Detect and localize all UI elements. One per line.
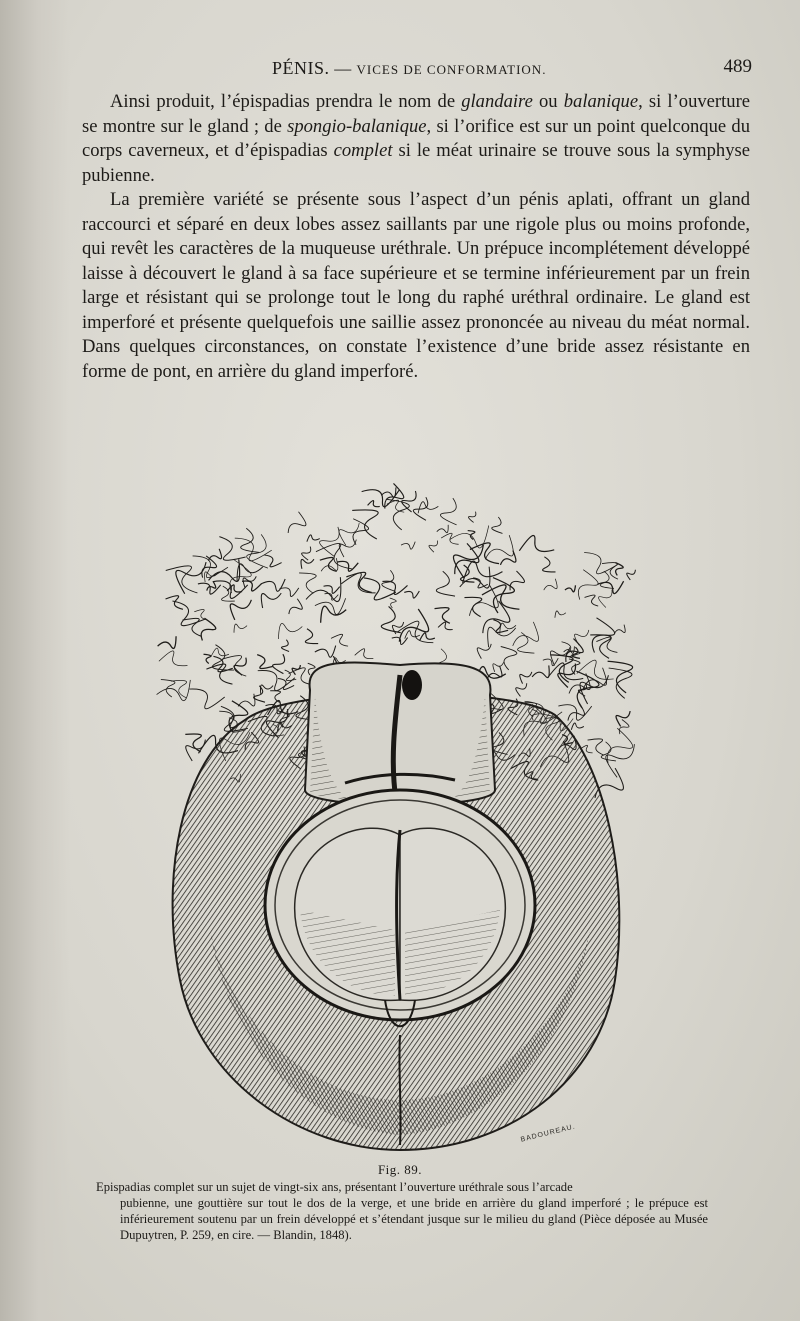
hair-curl	[575, 630, 589, 645]
hair-curl	[438, 622, 453, 630]
hair-curl	[305, 629, 318, 644]
urethral-opening	[402, 670, 422, 700]
hair-curl	[235, 538, 272, 561]
hair-curl	[565, 585, 576, 592]
hair-curl	[209, 559, 240, 581]
anatomical-engraving	[150, 460, 650, 1160]
hair-curl	[464, 597, 481, 616]
hair-curl	[420, 633, 435, 640]
hair-curl	[234, 624, 247, 633]
hair-curl	[234, 658, 246, 676]
hair-curl	[362, 490, 399, 507]
hair-curl	[307, 535, 320, 542]
paragraph	[82, 188, 750, 384]
hair-curl	[222, 586, 235, 601]
hair-curl	[172, 601, 205, 626]
hair-curl	[280, 588, 299, 597]
hair-curl	[299, 573, 316, 593]
hair-curl	[532, 665, 549, 677]
hair-curl	[201, 618, 216, 640]
italic-term: balanique	[563, 91, 639, 112]
hair-curl	[429, 541, 438, 553]
hair-curl	[288, 512, 306, 533]
hair-curl	[435, 608, 450, 624]
hair-curl	[254, 686, 265, 702]
hair-curl	[518, 632, 535, 653]
hair-curl	[301, 559, 314, 569]
hair-curl	[440, 498, 456, 525]
hair-curl	[488, 627, 516, 647]
hair-curl	[368, 501, 380, 507]
italic-term: glandaire	[461, 91, 533, 112]
caption-line-1: Epispadias complet sur un sujet de vingt-six ans, présentant l’ouverture uréthrale sous l’arcade	[96, 1180, 573, 1194]
hair-curl	[339, 540, 356, 557]
hair-curl	[519, 536, 554, 552]
hair-curl	[166, 596, 183, 610]
hair-curl	[238, 694, 255, 707]
hair-curl	[230, 560, 251, 593]
hair-curl	[401, 542, 415, 550]
engraver-signature: BADOUREAU.	[519, 1123, 577, 1144]
running-head	[272, 58, 572, 82]
hair-curl	[615, 625, 626, 634]
text-run: , si l’orifice est sur un point quelconque du corps caverneux, et d’épispadias	[82, 115, 750, 161]
running-head-subtitle: VICES DE CONFORMATION.	[356, 62, 547, 77]
hair-curl	[204, 654, 211, 663]
hair-curl	[390, 598, 397, 608]
hair-curl	[346, 572, 371, 592]
hair-curl	[158, 636, 176, 648]
hair-curl	[468, 512, 475, 523]
hair-curl	[321, 558, 338, 571]
hair-curl	[211, 648, 229, 657]
hair-curl	[520, 672, 532, 684]
text-run: Ainsi produit, l’épispadias prendra le nom de	[110, 91, 462, 112]
hair-curl	[273, 654, 285, 673]
hair-curl	[206, 664, 232, 684]
hair-curl	[264, 555, 281, 567]
figure-label: Fig. 89.	[377, 1162, 423, 1177]
hair-curl	[278, 623, 302, 639]
raphe	[399, 1035, 400, 1145]
hair-curl	[513, 622, 539, 646]
italic-term: spongio-balanique	[287, 115, 427, 137]
hair-curl	[186, 740, 206, 761]
hair-curl	[477, 644, 491, 659]
hair-curl	[544, 579, 557, 590]
hair-curl	[381, 606, 400, 632]
hair-curl	[230, 600, 251, 620]
hair-curl	[331, 634, 348, 646]
hair-curl	[189, 689, 224, 709]
caption-continuation: pubienne, une gouttière sur tout le dos de la verge, et une bride en arrière du gland imperforé ; le prépuce est inférieurement soutenu par un frein développé et s’étendant jusque sur le milieu du gland (Pièce déposée au Musée Dupuytren, P. 259, en cire. — Blandin, 1848).	[120, 1196, 708, 1242]
hair-curl	[555, 611, 566, 618]
page-number: 489	[723, 56, 752, 77]
hair-curl	[285, 670, 297, 681]
hair-curl	[619, 720, 629, 735]
hair-curl	[543, 557, 556, 572]
hair-curl	[198, 583, 221, 594]
hair-curl	[241, 528, 260, 552]
hair-curl	[501, 646, 517, 669]
hair-curl	[289, 599, 302, 614]
hair-curl	[436, 571, 455, 596]
hair-curl	[227, 585, 242, 592]
hair-curl	[627, 570, 636, 580]
hair-curl	[261, 593, 281, 608]
hair-curl	[584, 552, 618, 573]
hair-curl	[441, 533, 458, 544]
hair-curl	[402, 491, 416, 512]
hair-curl	[207, 581, 216, 590]
text-run: , si l’ouverture se montre sur le gland ; de	[82, 91, 751, 137]
hair-curl	[571, 723, 584, 730]
running-head-title: PÉNIS.	[272, 58, 330, 78]
hair-curl	[302, 547, 311, 561]
hair-curl	[341, 573, 375, 593]
hair-curl	[281, 640, 289, 652]
hair-curl	[470, 543, 499, 564]
text-run: ou	[532, 91, 564, 112]
hair-curl	[437, 525, 448, 533]
running-head-separator: —	[334, 59, 352, 78]
hair-curl	[405, 631, 420, 639]
hair-curl	[598, 581, 624, 593]
hair-curl	[599, 590, 613, 608]
hair-curl	[339, 523, 359, 545]
hair-curl	[516, 683, 527, 696]
hair-curl	[261, 579, 285, 591]
text-run: si le méat urinaire se trouve sous la symphyse pubienne.	[82, 140, 750, 186]
hair-curl	[315, 646, 336, 658]
hair-curl	[609, 668, 632, 698]
hair-curl	[492, 517, 503, 533]
italic-term: complet	[333, 140, 393, 161]
hair-curl	[257, 655, 273, 669]
hair-curl	[608, 728, 633, 763]
body-text	[82, 90, 750, 384]
hair-curl	[381, 487, 396, 497]
hair-curl	[543, 658, 558, 665]
hair-curl	[450, 526, 489, 548]
text-run: La première variété se présente sous l’aspect d’un pénis aplati, offrant un gland raccourci et séparé en deux lobes assez saillants par une rigole plus ou moins profonde, qui revêt les caractères de la muqueuse uréthrale. Un prépuce incomplétement développé laisse à découvert le gland à sa face supérieure et se termine inférieurement par un frein large et résistant qui se prolonge tout le long du raphé uréthral ordinaire. Le gland est imperforé et présente quelquefois une saillie assez prononcée au niveau du méat normal. Dans quelques circonstances, on constate l’existence d’une bride assez résistante en forme de pont, en arrière du gland imperforé.	[82, 189, 750, 382]
paragraph	[82, 90, 750, 188]
hair-curl	[355, 649, 374, 659]
binding-shadow	[0, 0, 70, 1321]
hair-curl	[159, 651, 188, 666]
hair-curl	[182, 618, 201, 636]
engraving-illustration	[150, 460, 650, 1160]
hair-curl	[404, 591, 419, 598]
figure-caption	[96, 1179, 708, 1243]
hair-curl	[493, 662, 504, 672]
hair-curl	[413, 497, 427, 520]
hair-curl	[585, 595, 599, 606]
